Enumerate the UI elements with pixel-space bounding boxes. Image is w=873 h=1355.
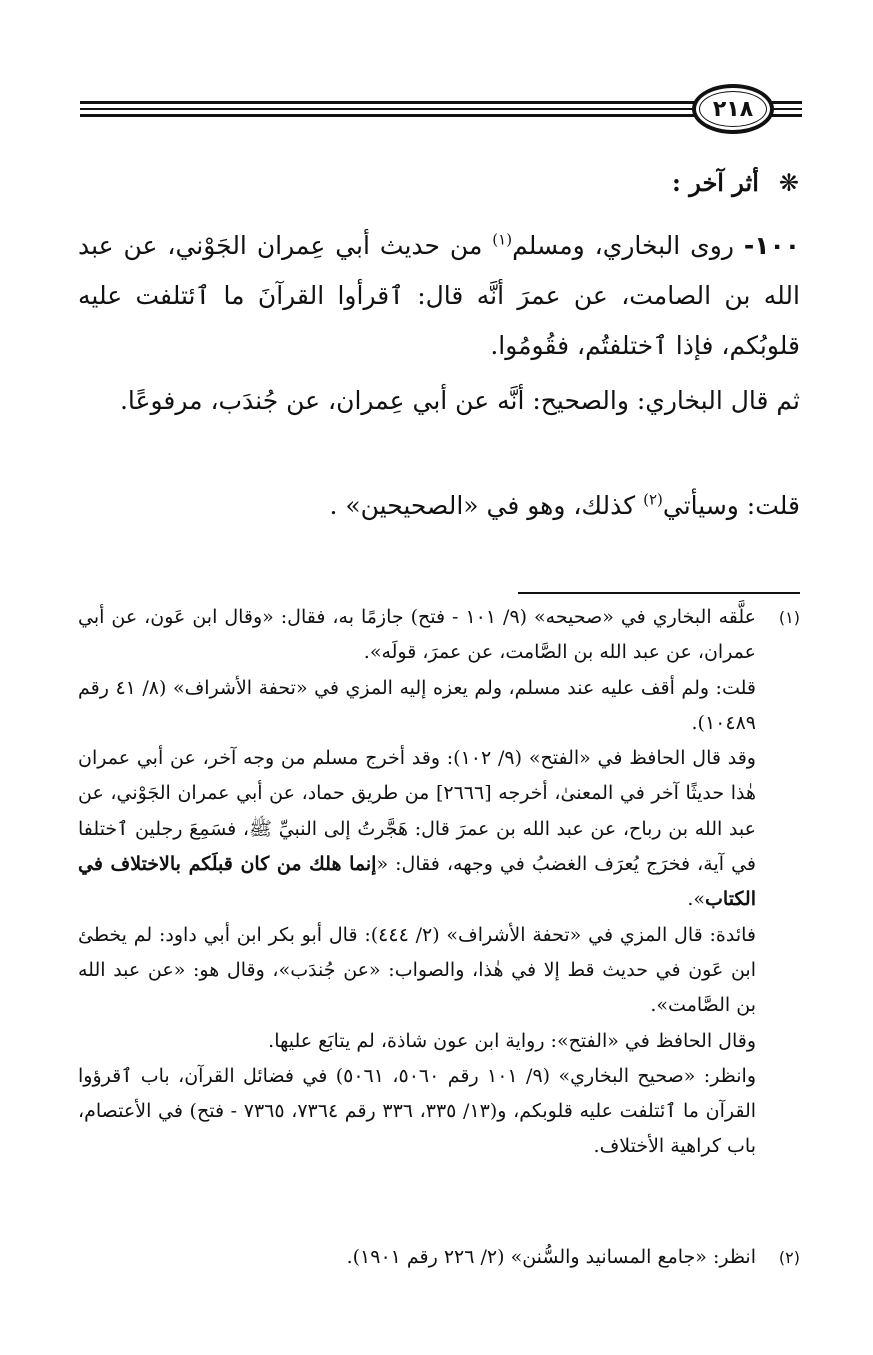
paragraph-text: روى البخاري، ومسلم (512, 231, 744, 260)
footnote-ref: (٢) (643, 490, 663, 509)
footnote-paragraph: قلت: ولم أقف عليه عند مسلم، ولم يعزه إليه المزي في «تحفة الأشراف» (٨/ ٤١ رقم ١٠٤٨٩). (78, 676, 756, 734)
footnote-paragraph: علَّقه البخاري في «صحيحه» (٩/ ١٠١ - فتح) جازمًا به، فقال: «وقال ابن عَون، عن أبي عمران، عن عبد الله بن الصَّامت، عن عمرَ، قولَه». (78, 606, 756, 664)
narration-number: ١٠٠- (743, 231, 801, 260)
footnote-paragraph: فائدة: قال المزي في «تحفة الأشراف» (٢/ ٤٤٤): قال أبو بكر ابن أبي داود: لم يخطئ ابن عَون في حديث قط إلا في هٰذا، والصواب: «عن جُندَب»، وقال هو: «عن عبد الله بن الصَّامت». (78, 923, 756, 1017)
footnote-text: وقد قال الحافظ في «الفتح» (٩/ ١٠٢): وقد أخرج مسلم من وجه آخر، عن أبي عمران هٰذا حديثًا آخر في المعنىٰ، أخرجه [٢٦٦٦] من طريق حماد، عن أبي عمران الجَوْني، عن عبد الله بن رباح، عن عبد الله بن عمرَ قال: هَجَّرتُ إلى النبيِّ ﷺ، فسَمِعَ رجلين ٱختلفا في آية، فخرَج يُعرَف الغضبُ في وجهه، فقال: « (78, 747, 756, 876)
footnote-paragraph (78, 741, 756, 917)
footnote-separator (518, 592, 800, 594)
page-number: ٢١٨ (712, 96, 754, 122)
footnote-paragraph: وقال الحافظ في «الفتح»: رواية ابن عون شاذة، لم يتابَع عليها. (268, 1029, 756, 1052)
footnote-ref: (١) (492, 230, 513, 249)
header-rule (772, 101, 802, 104)
header-rule (772, 108, 802, 110)
header-rule (772, 114, 802, 117)
hadith-quote: إنما هلك من كان قبلَكم بالاختلاف في الكتاب (78, 853, 756, 911)
footnote-2 (78, 1240, 800, 1275)
footnote-paragraph: وانظر: «صحيح البخاري» (٩/ ١٠١ رقم ٥٠٦٠، ٥٠٦١) في فضائل القرآن، باب ٱقرؤوا القرآن ما ٱئتلفت عليه قلوبكم، و(١٣/ ٣٣٥، ٣٣٦ رقم ٧٣٦٤، ٧٣٦٥ - فتح) في الأعتصام، باب كراهية الأختلاف. (78, 1064, 757, 1158)
heading-text: أثر آخر : (671, 168, 759, 197)
footnote-marker: (٢) (778, 1248, 800, 1267)
paragraph-text: كذلك، وهو في «الصحيحين» . (329, 491, 644, 520)
header-rule (80, 114, 698, 117)
footnote-marker: (١) (778, 608, 800, 627)
footnote-1 (78, 600, 800, 1165)
paragraph-text: قلت: وسيأتي (662, 491, 800, 520)
footnote-paragraph: انظر: «جامع المسانيد والسُّنن» (٢/ ٢٢٦ رقم ١٩٠١). (346, 1246, 756, 1268)
paragraph-text: من حديث أبي عِمران الجَوْني، عن عبد الله بن الصامت، عن عمرَ أنَّه قال: ٱقرأوا القرآنَ ما ٱئتلفت عليه قلوبُكم، فإذا ٱختلفتُم، فقُومُوا. (78, 231, 800, 360)
star-icon: ❋ (778, 168, 799, 197)
main-paragraph-3 (78, 481, 800, 531)
section-heading (672, 168, 799, 197)
main-paragraph-1 (78, 221, 800, 371)
main-paragraph-2: ثم قال البخاري: والصحيح: أنَّه عن أبي عِمران، عن جُندَب، مرفوعًا. (119, 386, 800, 415)
footnote-text: ». (687, 888, 706, 911)
header-rule (80, 101, 698, 104)
page-number-frame (692, 84, 774, 134)
header-rule (80, 108, 698, 110)
